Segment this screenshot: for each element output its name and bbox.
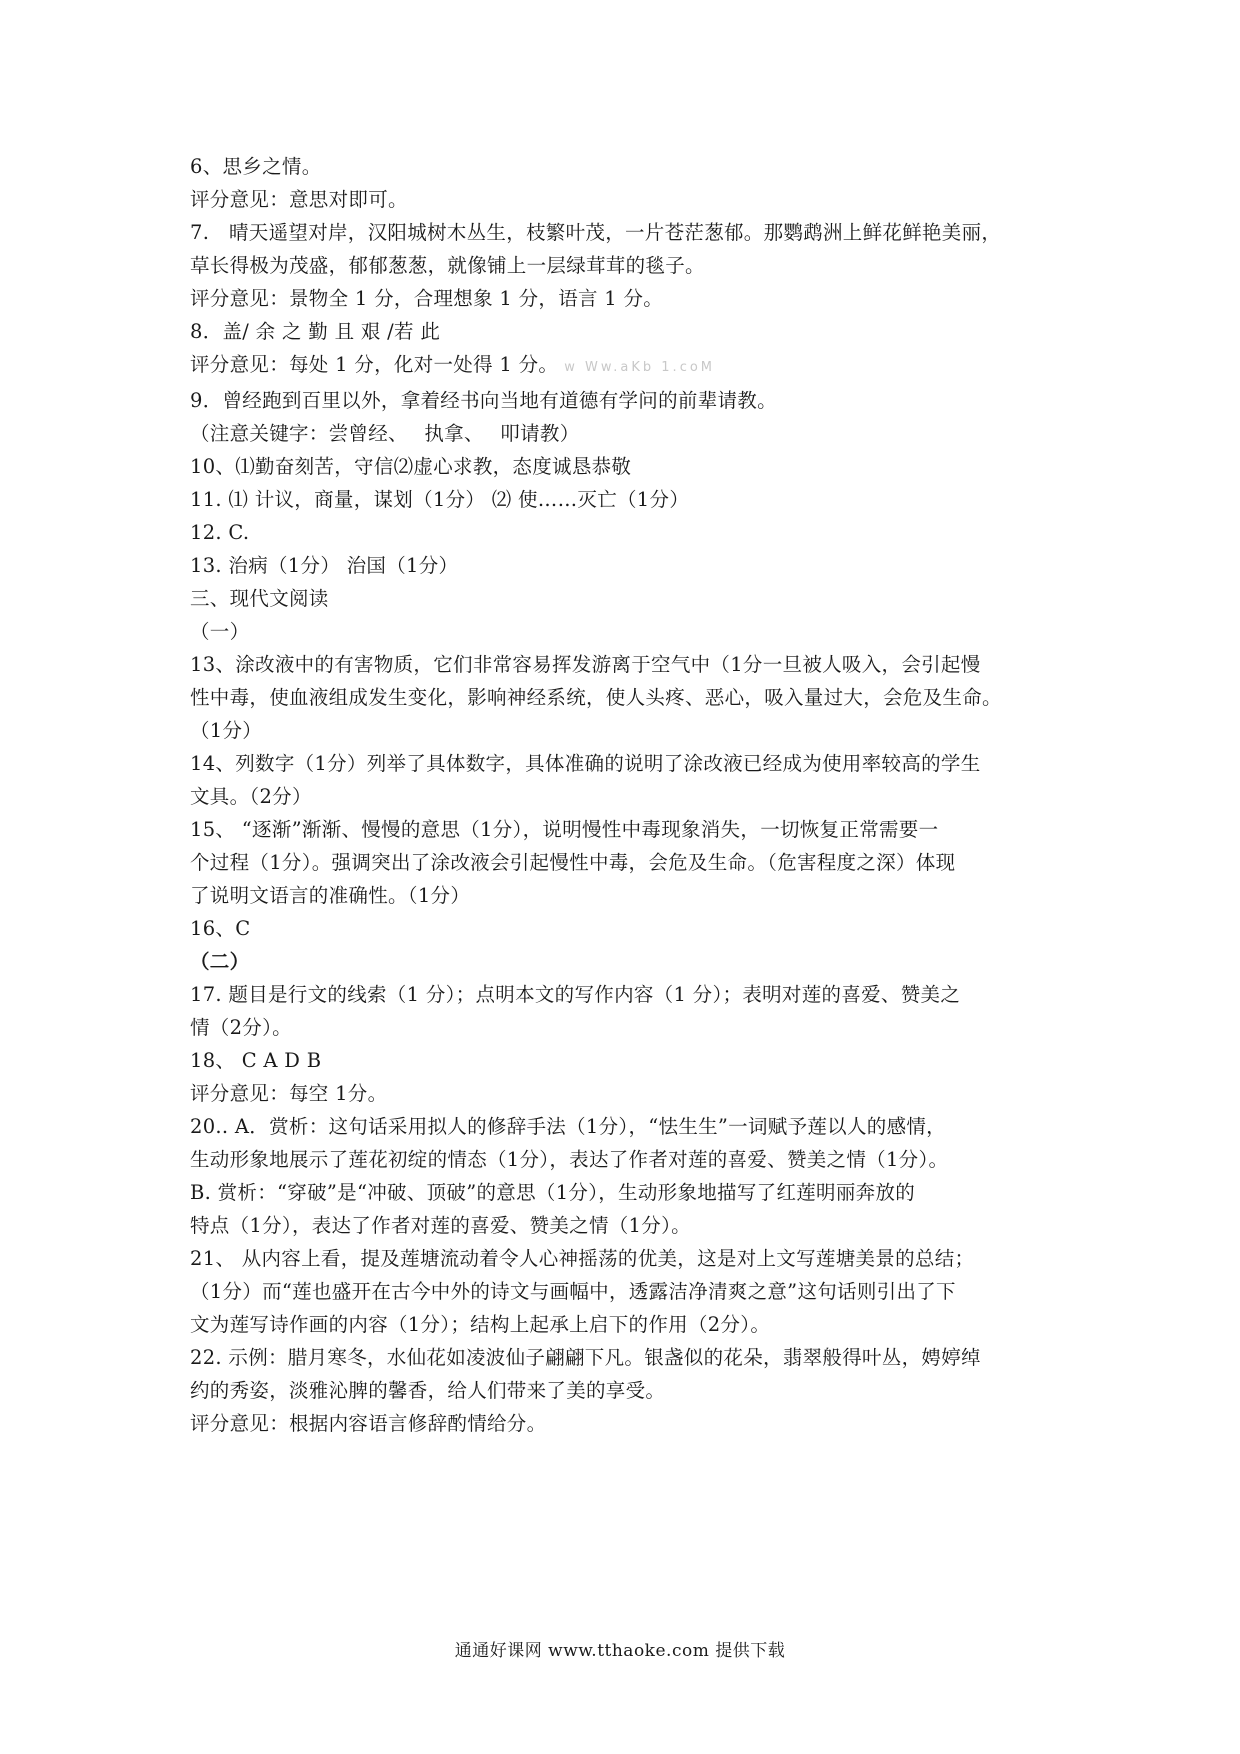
line-text: 个过程（1分）。强调突出了涂改液会引起慢性中毒，会危及生命。（危害程度之深）体现 — [190, 851, 956, 874]
line-text: 草长得极为茂盛，郁郁葱葱，就像铺上一层绿茸茸的毯子。 — [190, 254, 705, 277]
line-text: 15、 “逐渐”渐渐、慢慢的意思（1分），说明慢性中毒现象消失，一切恢复正常需要一 — [190, 818, 939, 841]
line-text: 了说明文语言的准确性。（1分） — [190, 884, 471, 907]
text-line — [190, 714, 1070, 747]
line-text: 文具。（2分） — [190, 785, 312, 808]
line-text: 11. ⑴ 计议，商量，谋划（1分） ⑵ 使……灭亡（1分） — [190, 488, 690, 511]
text-line — [190, 249, 1070, 282]
line-text: 14、列数字（1分）列举了具体数字，具体准确的说明了涂改液已经成为使用率较高的学生 — [190, 752, 981, 775]
line-text: 生动形象地展示了莲花初绽的情态（1分），表达了作者对莲的喜爱、赞美之情（1分）。 — [190, 1148, 949, 1171]
line-text: 6、思乡之情。 — [190, 155, 322, 178]
text-line — [190, 978, 1070, 1011]
text-line — [190, 1110, 1070, 1143]
line-text: B. 赏析：“穿破”是“冲破、顶破”的意思（1分），生动形象地描写了红莲明丽奔放的 — [190, 1181, 916, 1204]
line-text: 12. C. — [190, 521, 250, 544]
line-text: 10、⑴勤奋刻苦，守信⑵虚心求教，态度诚恳恭敬 — [190, 455, 632, 478]
line-text: （注意关键字：尝曾经、 执拿、 叩请教） — [190, 422, 580, 445]
text-line — [190, 945, 1070, 978]
text-line — [190, 1341, 1070, 1374]
text-line — [190, 183, 1070, 216]
line-text: 情（2分）。 — [190, 1016, 292, 1039]
line-text: 16、C — [190, 917, 251, 940]
line-text: 评分意见：每空 1分。 — [190, 1082, 388, 1105]
line-text: 约的秀姿，淡雅沁脾的馨香，给人们带来了美的享受。 — [190, 1379, 666, 1402]
text-line — [190, 582, 1070, 615]
text-line — [190, 1242, 1070, 1275]
text-line — [190, 681, 1070, 714]
line-text: 特点（1分），表达了作者对莲的喜爱、赞美之情（1分）。 — [190, 1214, 691, 1237]
text-line — [190, 315, 1070, 348]
line-text: 7. 晴天遥望对岸，汉阳城树木丛生，枝繁叶茂，一片苍茫葱郁。那鹦鹉洲上鲜花鲜艳美丽， — [190, 221, 1002, 244]
text-line — [190, 417, 1070, 450]
line-text: 评分意见：意思对即可。 — [190, 188, 408, 211]
line-text: 20.. A．赏析：这句话采用拟人的修辞手法（1分），“怯生生”一词赋予莲以人的感情， — [190, 1115, 946, 1138]
line-text: 三、现代文阅读 — [190, 587, 329, 610]
text-line — [190, 348, 1070, 384]
line-text: 8．盖/ 余 之 勤 且 艰 /若 此 — [190, 320, 441, 343]
line-text: 18、 C A D B — [190, 1049, 322, 1072]
line-text: 评分意见：每处 1 分，化对一处得 1 分。 — [190, 353, 559, 376]
text-line — [190, 549, 1070, 582]
line-text: 评分意见：根据内容语言修辞酌情给分。 — [190, 1412, 547, 1435]
line-text: 性中毒，使血液组成发生变化，影响神经系统，使人头疼、恶心，吸入量过大，会危及生命。 — [190, 686, 1002, 709]
footer-credit: 通通好课网 www.tthaoke.com 提供下载 — [454, 1641, 786, 1661]
line-text: （1分）而“莲也盛开在古今中外的诗文与画幅中，透露洁净清爽之意”这句话则引出了下 — [190, 1280, 956, 1303]
line-text: 文为莲写诗作画的内容（1分）；结构上起承上启下的作用（2分）。 — [190, 1313, 771, 1336]
answer-content — [190, 150, 1070, 1440]
text-line — [190, 1308, 1070, 1341]
text-line — [190, 1044, 1070, 1077]
text-line — [190, 483, 1070, 516]
text-line — [190, 1374, 1070, 1407]
text-line — [190, 879, 1070, 912]
line-text: 21、 从内容上看，提及莲塘流动着令人心神摇荡的优美，这是对上文写莲塘美景的总结； — [190, 1247, 975, 1270]
text-line — [190, 384, 1070, 417]
text-line — [190, 1275, 1070, 1308]
text-line — [190, 450, 1070, 483]
text-line — [190, 747, 1070, 780]
text-line — [190, 813, 1070, 846]
text-line — [190, 1011, 1070, 1044]
line-text: 13、涂改液中的有害物质，它们非常容易挥发游离于空气中（1分一旦被人吸入，会引起慢 — [190, 653, 981, 676]
line-text: （1分） — [190, 719, 263, 742]
line-text: （二） — [190, 950, 250, 973]
line-text: （一） — [190, 620, 250, 643]
watermark-text: w Ww.aKb 1.coM — [564, 360, 716, 375]
text-line — [190, 216, 1070, 249]
text-line — [190, 516, 1070, 549]
text-line — [190, 780, 1070, 813]
text-line — [190, 282, 1070, 315]
line-text: 评分意见：景物全 1 分，合理想象 1 分，语言 1 分。 — [190, 287, 664, 310]
text-line — [190, 150, 1070, 183]
text-line — [190, 1209, 1070, 1242]
text-line — [190, 1143, 1070, 1176]
text-line — [190, 1407, 1070, 1440]
text-line — [190, 1077, 1070, 1110]
text-line — [190, 846, 1070, 879]
text-line — [190, 912, 1070, 945]
text-line — [190, 648, 1070, 681]
text-line — [190, 1176, 1070, 1209]
line-text: 22. 示例：腊月寒冬，水仙花如凌波仙子翩翩下凡。银盏似的花朵，翡翠般得叶丛，娉婷绰 — [190, 1346, 981, 1369]
line-text: 9．曾经跑到百里以外，拿着经书向当地有道德有学问的前辈请教。 — [190, 389, 777, 412]
line-text: 17. 题目是行文的线索（1 分）；点明本文的写作内容（1 分）；表明对莲的喜爱、赞美之 — [190, 983, 961, 1006]
text-line — [190, 615, 1070, 648]
line-text: 13. 治病（1分） 治国（1分） — [190, 554, 459, 577]
